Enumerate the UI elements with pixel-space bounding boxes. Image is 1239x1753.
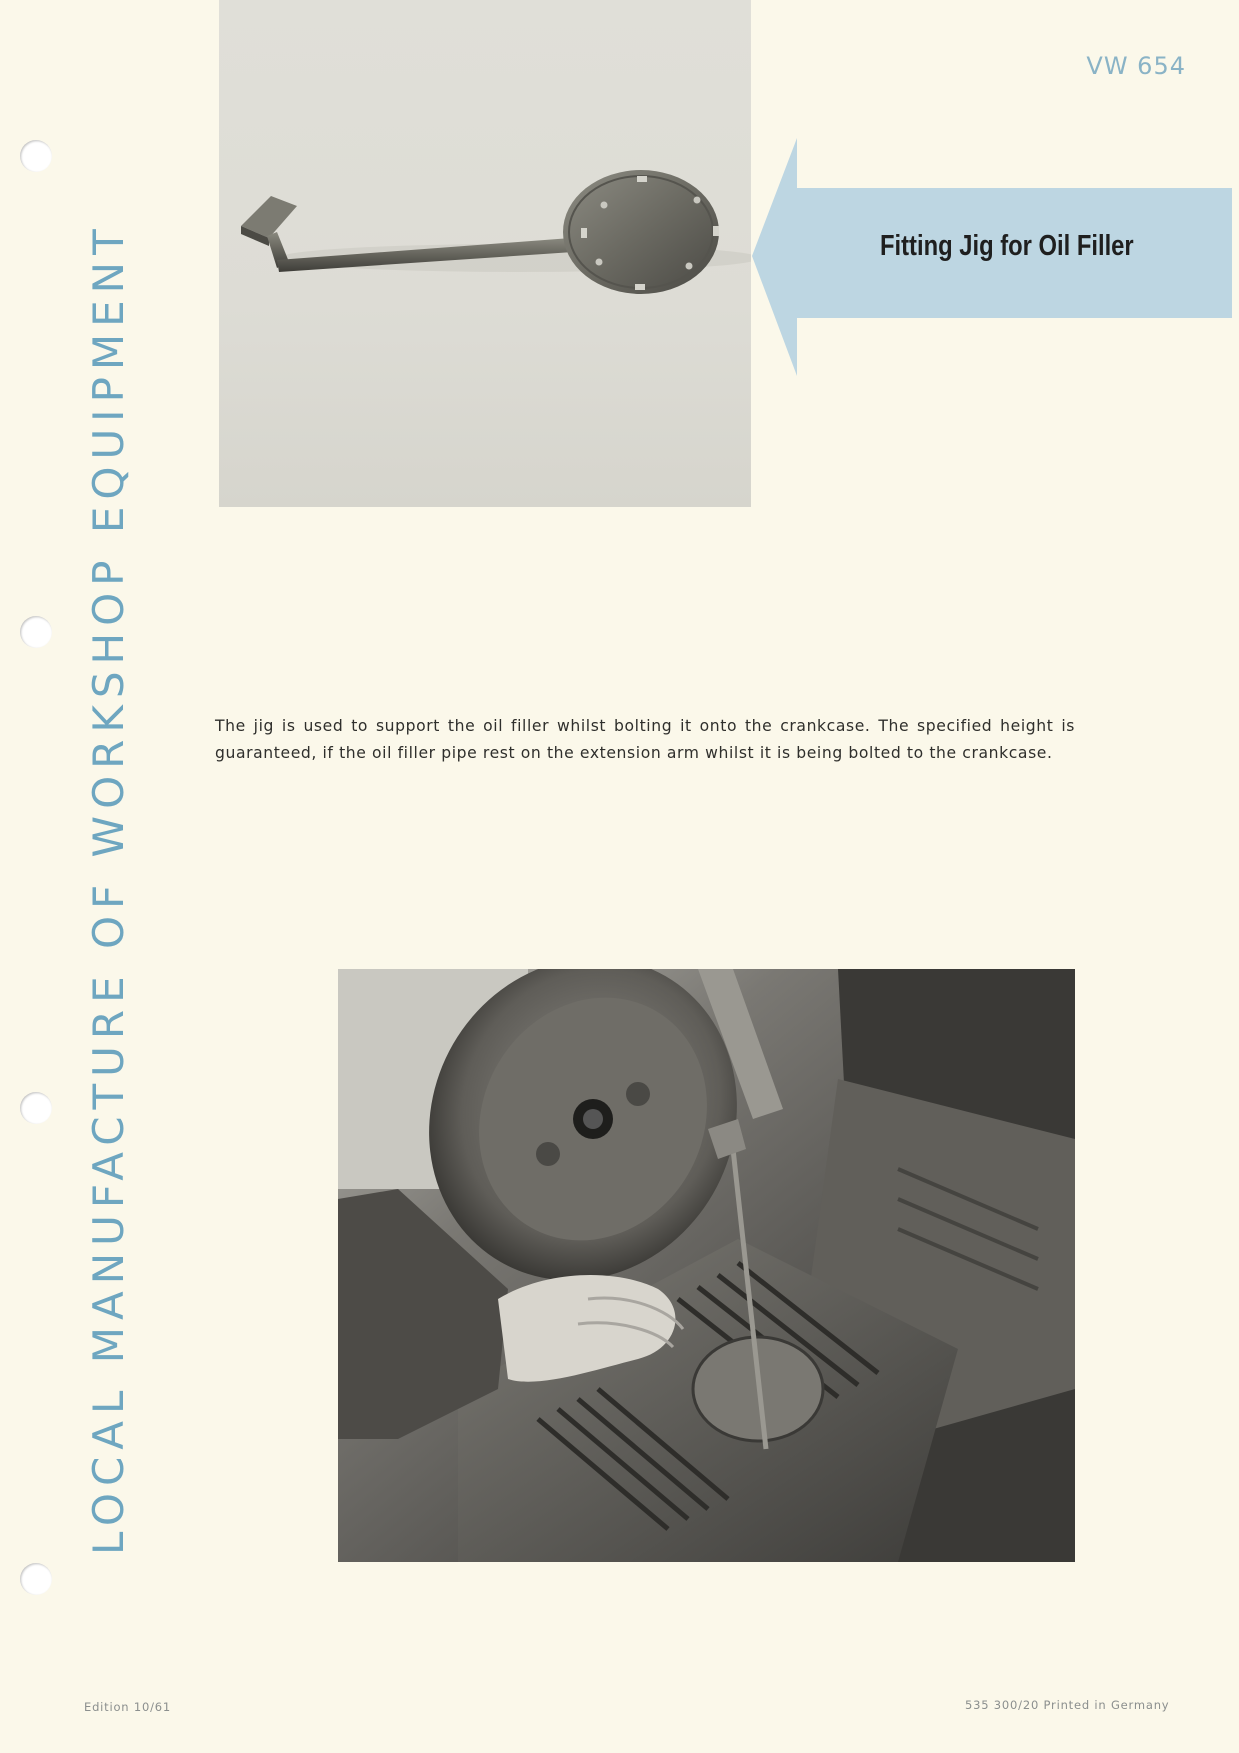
binder-hole <box>20 1563 52 1595</box>
tool-title: Fitting Jig for Oil Filler <box>880 230 1134 262</box>
description-text: The jig is used to support the oil filler whilst bolting it onto the crankcase. The specified height is guaranteed, if the oil filler pipe rest on the extension arm whilst it is being bolted to the crankcase. <box>215 716 1075 762</box>
print-info: 535 300/20 Printed in Germany <box>965 1698 1170 1712</box>
side-title: LOCAL MANUFACTURE OF WORKSHOP EQUIPMENT <box>84 222 133 1555</box>
binder-hole <box>20 616 52 648</box>
binder-hole <box>20 1092 52 1124</box>
engine-photo <box>338 969 1075 1562</box>
edition-label: Edition 10/61 <box>84 1700 171 1714</box>
document-number: VW 654 <box>1086 52 1186 80</box>
tool-photo <box>219 0 751 507</box>
binder-hole <box>20 140 52 172</box>
